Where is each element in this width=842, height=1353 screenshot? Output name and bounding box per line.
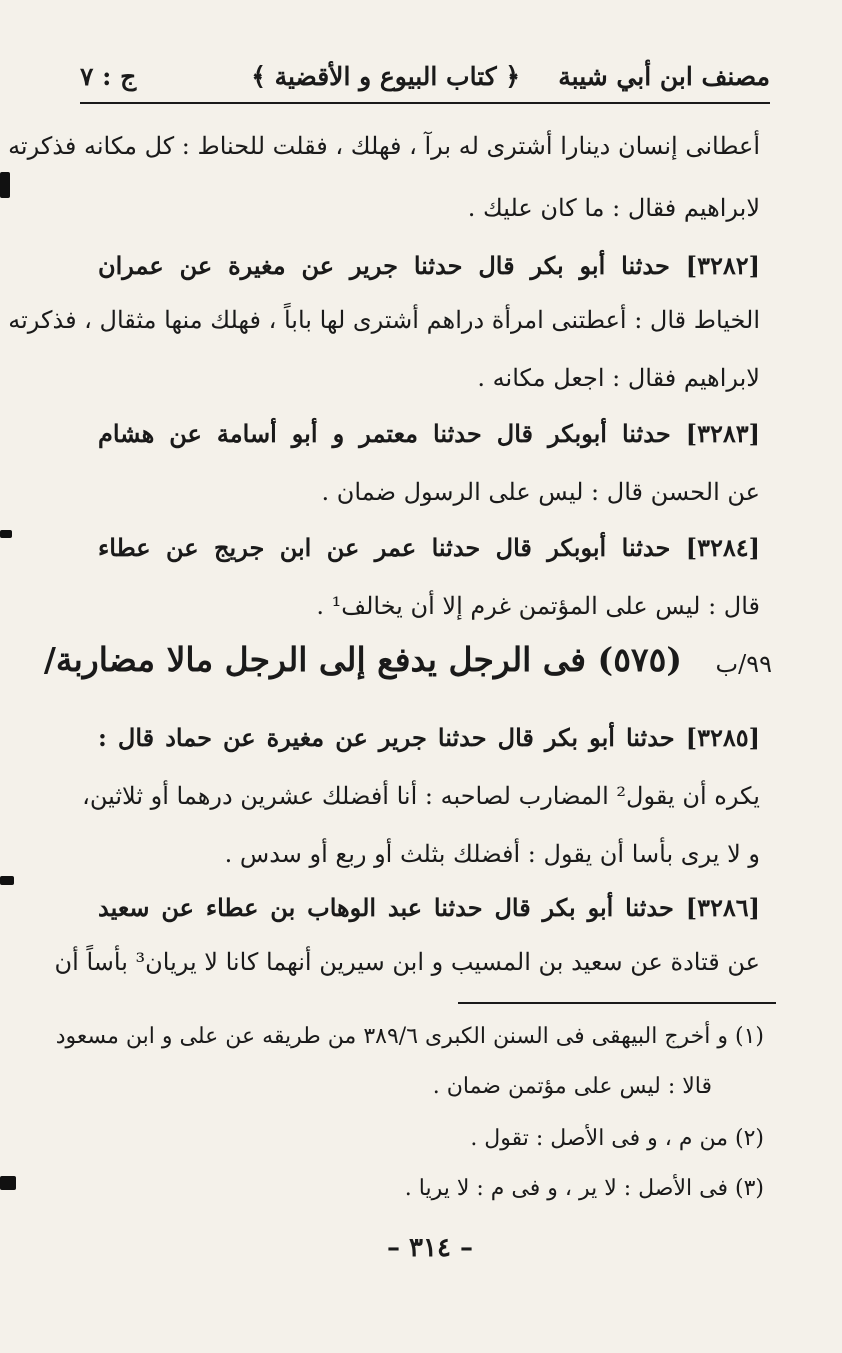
text-line: عن قتادة عن سعيد بن المسيب و ابن سيرين أنهما كانا لا يريان³ بأساً أن <box>54 948 760 976</box>
scan-mark <box>0 530 12 538</box>
text-line: يكره أن يقول² المضارب لصاحبه : أنا أفضلك عشرين درهما أو ثلاثين، <box>82 782 760 810</box>
footnote-2: (٢) من م ، و فى الأصل : تقول . <box>470 1126 764 1151</box>
footnote-3: (٣) فى الأصل : لا ير ، و فى م : لا يريا . <box>404 1176 764 1201</box>
footnote-divider <box>458 1002 776 1004</box>
text-line: لابراهيم فقال : اجعل مكانه . <box>477 364 760 392</box>
chapter-heading <box>43 640 772 698</box>
hadith-3286-line: [٣٢٨٦] حدثنا أبو بكر قال حدثنا عبد الوهاب بن عطاء عن سعيد <box>98 893 760 922</box>
text-line: الخياط قال : أعطتنى امرأة دراهم أشترى لها باباً ، فهلك منها مثقال ، فذكرته <box>8 306 760 334</box>
scan-mark <box>0 876 14 885</box>
text-line: لابراهيم فقال : ما كان عليك . <box>467 194 760 222</box>
book-title: مصنف ابن أبي شيبة <box>558 62 770 91</box>
hadith-3285-line: [٣٢٨٥] حدثنا أبو بكر قال حدثنا جرير عن مغيرة عن حماد قال : <box>98 723 760 752</box>
section-title: ﴿ كتاب البيوع و الأقضية ﴾ <box>251 62 520 91</box>
hadith-3283-line: [٣٢٨٣] حدثنا أبوبكر قال حدثنا معتمر و أبو أسامة عن هشام <box>98 419 760 448</box>
text-line: أعطانى إنسان دينارا أشترى له برآ ، فهلك ، فقلت للحناط : كل مكانه فذكرته <box>8 132 760 160</box>
hadith-3284-line: [٣٢٨٤] حدثنا أبوبكر قال حدثنا عمر عن ابن جريج عن عطاء <box>98 533 760 562</box>
scan-mark <box>0 172 10 198</box>
text-line: و لا يرى بأسا أن يقول : أفضلك بثلث أو ربع أو سدس . <box>224 840 760 868</box>
hadith-3282-line: [٣٢٨٢] حدثنا أبو بكر قال حدثنا جرير عن مغيرة عن عمران <box>98 251 760 280</box>
margin-folio-ref: ٩٩/ب <box>715 650 772 678</box>
text-line: قال : ليس على المؤتمن غرم إلا أن يخالف¹ . <box>316 592 760 620</box>
footnote-1: (١) و أخرج البيهقى فى السنن الكبرى ٣٨٩/٦ من طريقه عن على و ابن مسعود <box>55 1024 764 1049</box>
page-number: – ٣١٤ – <box>386 1233 474 1263</box>
volume-number: ج : ٧ <box>80 62 137 91</box>
scan-mark <box>0 1176 16 1190</box>
footnote-1-cont: قالا : ليس على مؤتمن ضمان . <box>432 1074 712 1099</box>
chapter-title: (٥٧٥) فى الرجل يدفع إلى الرجل مالا مضاربة/ <box>43 640 682 679</box>
running-header <box>80 58 770 104</box>
text-line: عن الحسن قال : ليس على الرسول ضمان . <box>321 478 760 506</box>
